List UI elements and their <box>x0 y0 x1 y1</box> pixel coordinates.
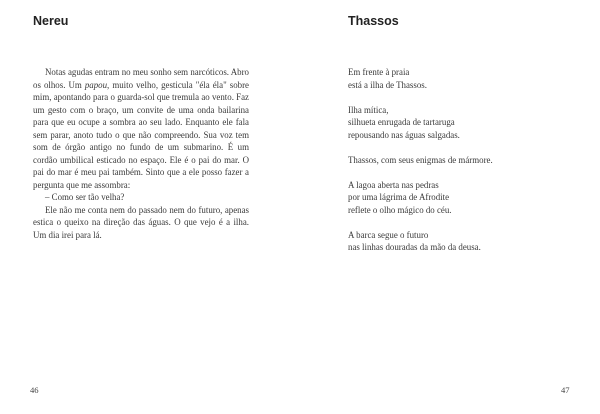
poem-line: por uma lágrima de Afrodite <box>348 192 450 202</box>
poem-line: Thassos, com seus enigmas de mármore. <box>348 154 493 165</box>
page-number-right: 47 <box>561 385 570 395</box>
italic-word: papou <box>84 79 108 90</box>
stanza <box>348 66 568 91</box>
text-run: Notas agudas entram no meu sonho sem narcóticos. Abro os olhos. Um <box>33 67 249 90</box>
poem-body <box>348 66 568 266</box>
paragraph: Ele não me conta nem do passado nem do futuro, apenas estica o queixo na direção das águas. O que vejo é a ilha. Um dia irei para lá. <box>33 204 249 240</box>
poem-line: reflete o olho mágico do céu. <box>348 204 452 215</box>
poem-line: silhueta enrugada de tartaruga <box>348 117 455 127</box>
stanza <box>348 229 568 254</box>
dialog-line: – Como ser tão velha? <box>45 192 125 202</box>
page-number-left: 46 <box>30 385 39 395</box>
stanza <box>348 104 568 142</box>
poem-line: Ilha mítica, <box>348 104 389 115</box>
stanza <box>348 179 568 217</box>
poem-line: nas linhas douradas da mão da deusa. <box>348 242 481 252</box>
text-run: , muito velho, gesticula "éla éla" sobre mim, apontando para o guarda-sol que tremula ao vento. Faz um gesto com o braço, um convite de uma onda bailarina para que eu ocupe a sombra ao seu lado. Enquanto ele fala sem parar, anoto tudo o que não compreendo. Sua voz tem som de órgão antigo no fundo de um submarino. É um cordão umbilical esticado no espaço. Ele é o pai do mar. O pai do mar é meu pai também. Sinto que a ele posso fazer a pergunta que me assombra: <box>33 79 249 190</box>
poem-line: A barca segue o futuro <box>348 229 429 240</box>
poem-line: A lagoa aberta nas pedras <box>348 179 439 190</box>
chapter-title: Nereu <box>33 14 69 28</box>
poem-title: Thassos <box>348 14 399 28</box>
prose-body <box>33 66 249 241</box>
poem-line: repousando nas águas salgadas. <box>348 129 460 140</box>
poem-line: está a ilha de Thassos. <box>348 79 427 90</box>
stanza <box>348 154 568 167</box>
paragraph <box>33 66 249 191</box>
poem-line: Em frente à praia <box>348 67 410 77</box>
